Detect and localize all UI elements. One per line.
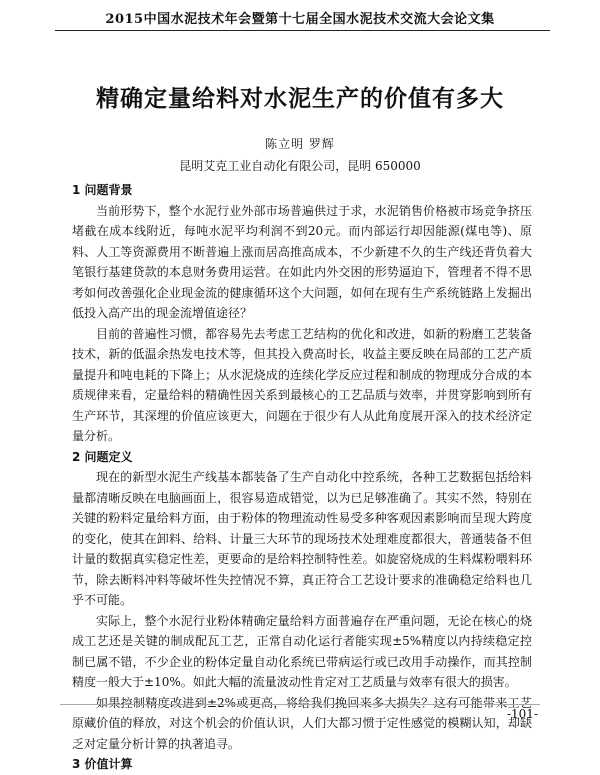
body-content xyxy=(72,180,532,775)
section-heading-3: 3 价值计算 xyxy=(72,757,133,771)
section-1-paragraph: 目前的普遍性习惯，都容易先去考虑工艺结构的优化和改进，如新的粉磨工艺装备技术，新的低温余热发电技术等，但其投入费高时长，收益主要反映在局部的工艺产质量提升和吨电耗的下降上；从水泥烧成的连续化学反应过程和制成的物理成分合成的本质规律来看，定量给料的精确性因关系到最核心的工艺品质与效率，并贯穿影响到所有生产环节，其深埋的价值应该更大，问题在于很少有人从此角度展开深入的技术经济定量分析。 xyxy=(72,326,532,443)
running-header: 2015中国水泥技术年会暨第十七届全国水泥技术交流大会论文集 xyxy=(105,12,495,27)
section-2-paragraph: 现在的新型水泥生产线基本都装备了生产自动化中控系统，各种工艺数据包括给料量都清晰反映在电脑画面上，很容易造成错觉，以为已足够准确了。其实不然，特别在关键的粉料定量给料方面，由于粉体的物理流动性易受多种客观因素影响而呈现大跨度的变化，使其在卸料、给料、计量三大环节的现场技术处理难度都很大，普通装备不但计量的数据真实稳定性差，更要命的是给料控制特性差。如旋窑烧成的生料煤粉喂料环节，除去断料冲料等破坏性失控情况不算，真正符合工艺设计要求的准确稳定给料也几乎不可能。 xyxy=(72,470,532,607)
section-1-paragraph: 当前形势下，整个水泥行业外部市场普遍供过于求，水泥销售价格被市场竞争挤压堵截在成本线附近，每吨水泥平均利润不到20元。而内部运行却因能源(煤电等)、原料、人工等资源费用不断普遍上涨而居高推高成本，不少新建不久的生产线还背负着大笔银行基建贷款的本息财务费用运营。在如此内外交困的形势逼迫下，管理者不得不思考如何改善强化企业现金流的健康循环这个大问题，如何在现有生产系统链路上发掘出低投入高产出的现金流增值途径？ xyxy=(72,203,532,320)
paper-title: 精确定量给料对水泥生产的价值有多大 xyxy=(96,86,504,112)
section-2-paragraph: 实际上，整个水泥行业粉体精确定量给料方面普遍存在严重问题，无论在核心的烧成工艺还是关键的制成配瓦工艺，正常自动化运行者能实现±5%精度以内持续稳定控制已属不错，不少企业的粉体定量自动化系统已带病运行或已改用手动操作，而其控制精度一般大于±10%。如此大幅的流量波动性肯定对工艺质量与效率有很大的损害。 xyxy=(72,613,532,689)
section-heading-1: 1 问题背景 xyxy=(72,183,133,197)
page-number: -101- xyxy=(506,707,538,721)
authors: 陈立明 罗辉 xyxy=(265,137,335,151)
affiliation: 昆明艾克工业自动化有限公司，昆明 650000 xyxy=(179,159,421,173)
footer-rule xyxy=(60,704,540,705)
header-rule xyxy=(55,30,550,31)
section-heading-2: 2 问题定义 xyxy=(72,449,133,464)
section-2-paragraph: 如果控制精度改进到±2%或更高，将给我们挽回来多大损失？这有可能带来工艺原藏价值的释放，对这个机会的价值认识，人们大都习惯于定性感觉的模糊认知，却缺乏对定量分析计算的执著追寻。 xyxy=(72,695,532,751)
